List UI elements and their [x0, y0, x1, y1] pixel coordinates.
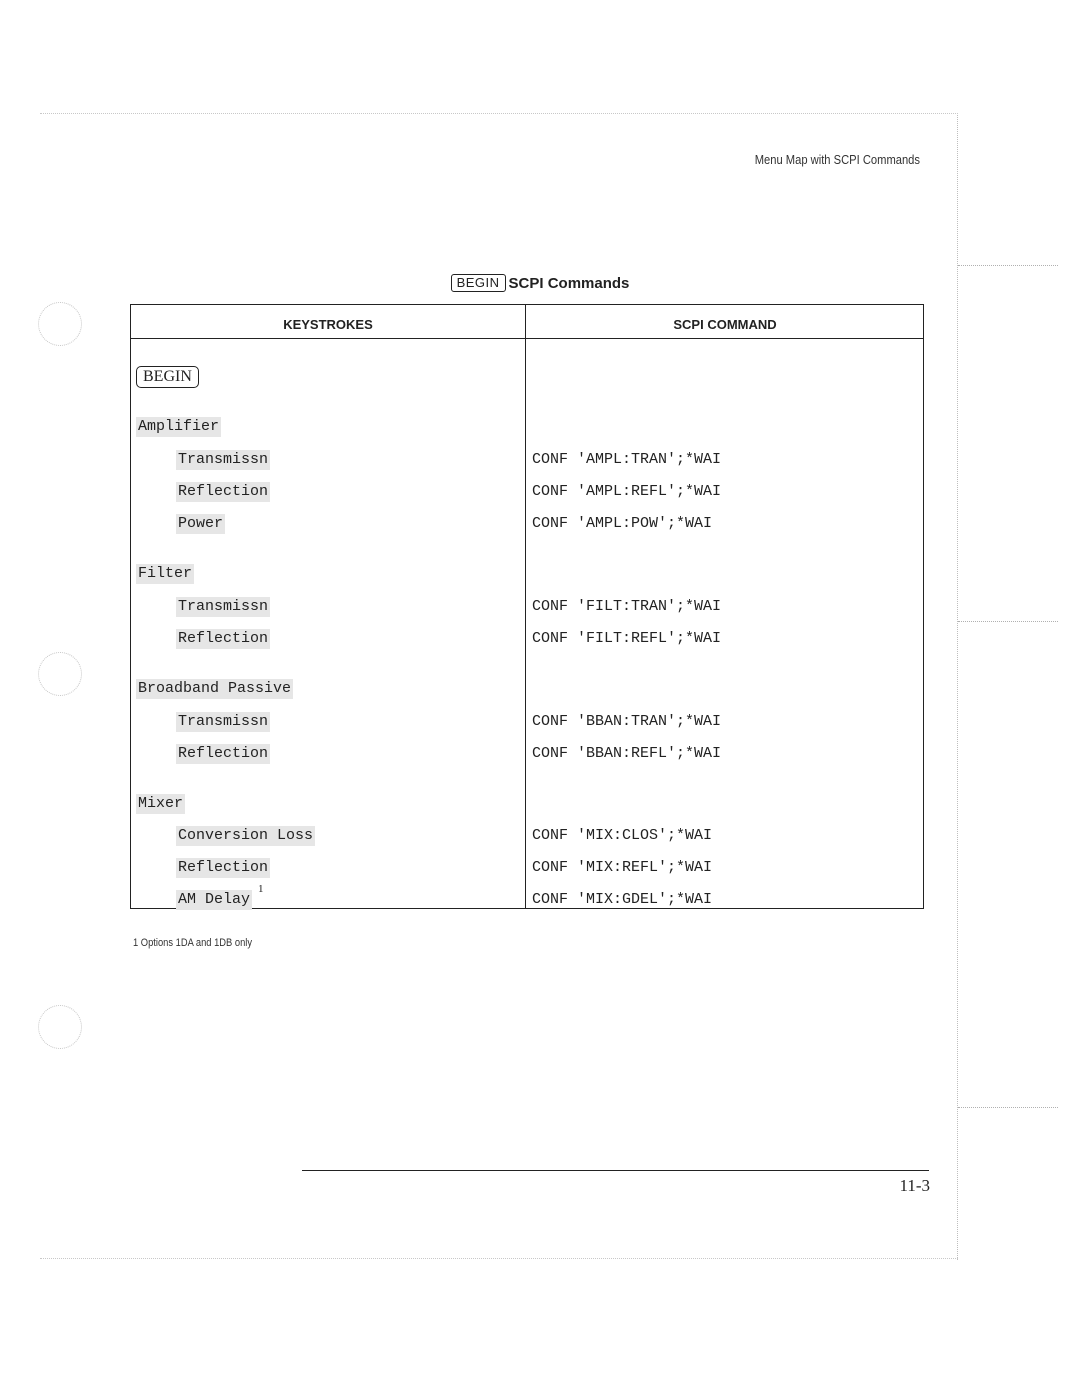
footer-rule: [302, 1170, 929, 1171]
scan-edge-right: [957, 115, 958, 1260]
table-row: [131, 480, 923, 504]
softkey-transmissn: Transmissn: [178, 451, 269, 468]
table-title-text: SCPI Commands: [508, 275, 630, 292]
softkey-reflection: Reflection: [178, 630, 269, 647]
softkey-am-delay: AM Delay: [178, 891, 251, 908]
scpi-command: CONF 'BBAN:REFL';*WAI: [532, 745, 722, 762]
table-row: [131, 512, 923, 536]
softkey-transmissn: Transmissn: [178, 713, 269, 730]
scpi-command: CONF 'FILT:TRAN';*WAI: [532, 598, 722, 615]
table-row: [131, 710, 923, 734]
scpi-command: CONF 'MIX:GDEL';*WAI: [532, 891, 713, 908]
tab-divider-line: [958, 621, 1058, 622]
footnote-mark: 1: [133, 937, 139, 949]
binder-punch-hole: [38, 1005, 82, 1049]
binder-punch-hole: [38, 302, 82, 346]
table-row: [131, 824, 923, 848]
table-row: [131, 595, 923, 619]
footnote-text: Options 1DA and 1DB only: [140, 937, 253, 949]
table-body: [131, 305, 923, 908]
tab-divider-line: [958, 265, 1058, 266]
table-row: [131, 856, 923, 880]
table-row: [131, 366, 923, 390]
table-row: [131, 883, 923, 912]
footnote: [133, 937, 252, 949]
scpi-command: CONF 'AMPL:REFL';*WAI: [532, 483, 722, 500]
table-row: [131, 448, 923, 472]
scpi-command: CONF 'AMPL:TRAN';*WAI: [532, 451, 722, 468]
softkey-transmissn: Transmissn: [178, 598, 269, 615]
keystrokes-column-header: KEYSTROKES: [283, 317, 373, 332]
running-head: Menu Map with SCPI Commands: [754, 152, 920, 167]
softkey-reflection: Reflection: [178, 859, 269, 876]
scan-edge-bottom: [40, 1258, 958, 1259]
scpi-command: CONF 'FILT:REFL';*WAI: [532, 630, 722, 647]
softkey-filter: Filter: [138, 565, 193, 582]
hardkey-begin: BEGIN: [136, 366, 199, 388]
scpi-command: CONF 'MIX:REFL';*WAI: [532, 859, 713, 876]
table-row: [131, 627, 923, 651]
softkey-power: Power: [178, 515, 224, 532]
page-number: 11-3: [899, 1176, 930, 1195]
footnote-reference: 1: [258, 883, 264, 895]
softkey-reflection: Reflection: [178, 483, 269, 500]
softkey-broadband-passive: Broadband Passive: [138, 680, 292, 697]
softkey-amplifier: Amplifier: [138, 418, 220, 435]
table-row: [131, 415, 923, 439]
begin-key-cap: BEGIN: [451, 274, 506, 292]
binder-punch-hole: [38, 652, 82, 696]
menu-map-table: [130, 304, 924, 909]
scpi-command-column-header: SCPI COMMAND: [673, 317, 777, 332]
table-row: [131, 562, 923, 586]
softkey-mixer: Mixer: [138, 795, 184, 812]
softkey-reflection: Reflection: [178, 745, 269, 762]
softkey-conversion-loss: Conversion Loss: [178, 827, 314, 844]
table-row: [131, 742, 923, 766]
table-row: [131, 792, 923, 816]
table-row: [131, 677, 923, 701]
scpi-command: CONF 'BBAN:TRAN';*WAI: [532, 713, 722, 730]
table-title: [340, 274, 740, 292]
scan-edge-top: [40, 113, 958, 114]
scpi-command: CONF 'MIX:CLOS';*WAI: [532, 827, 713, 844]
tab-divider-line: [958, 1107, 1058, 1108]
scpi-command: CONF 'AMPL:POW';*WAI: [532, 515, 713, 532]
